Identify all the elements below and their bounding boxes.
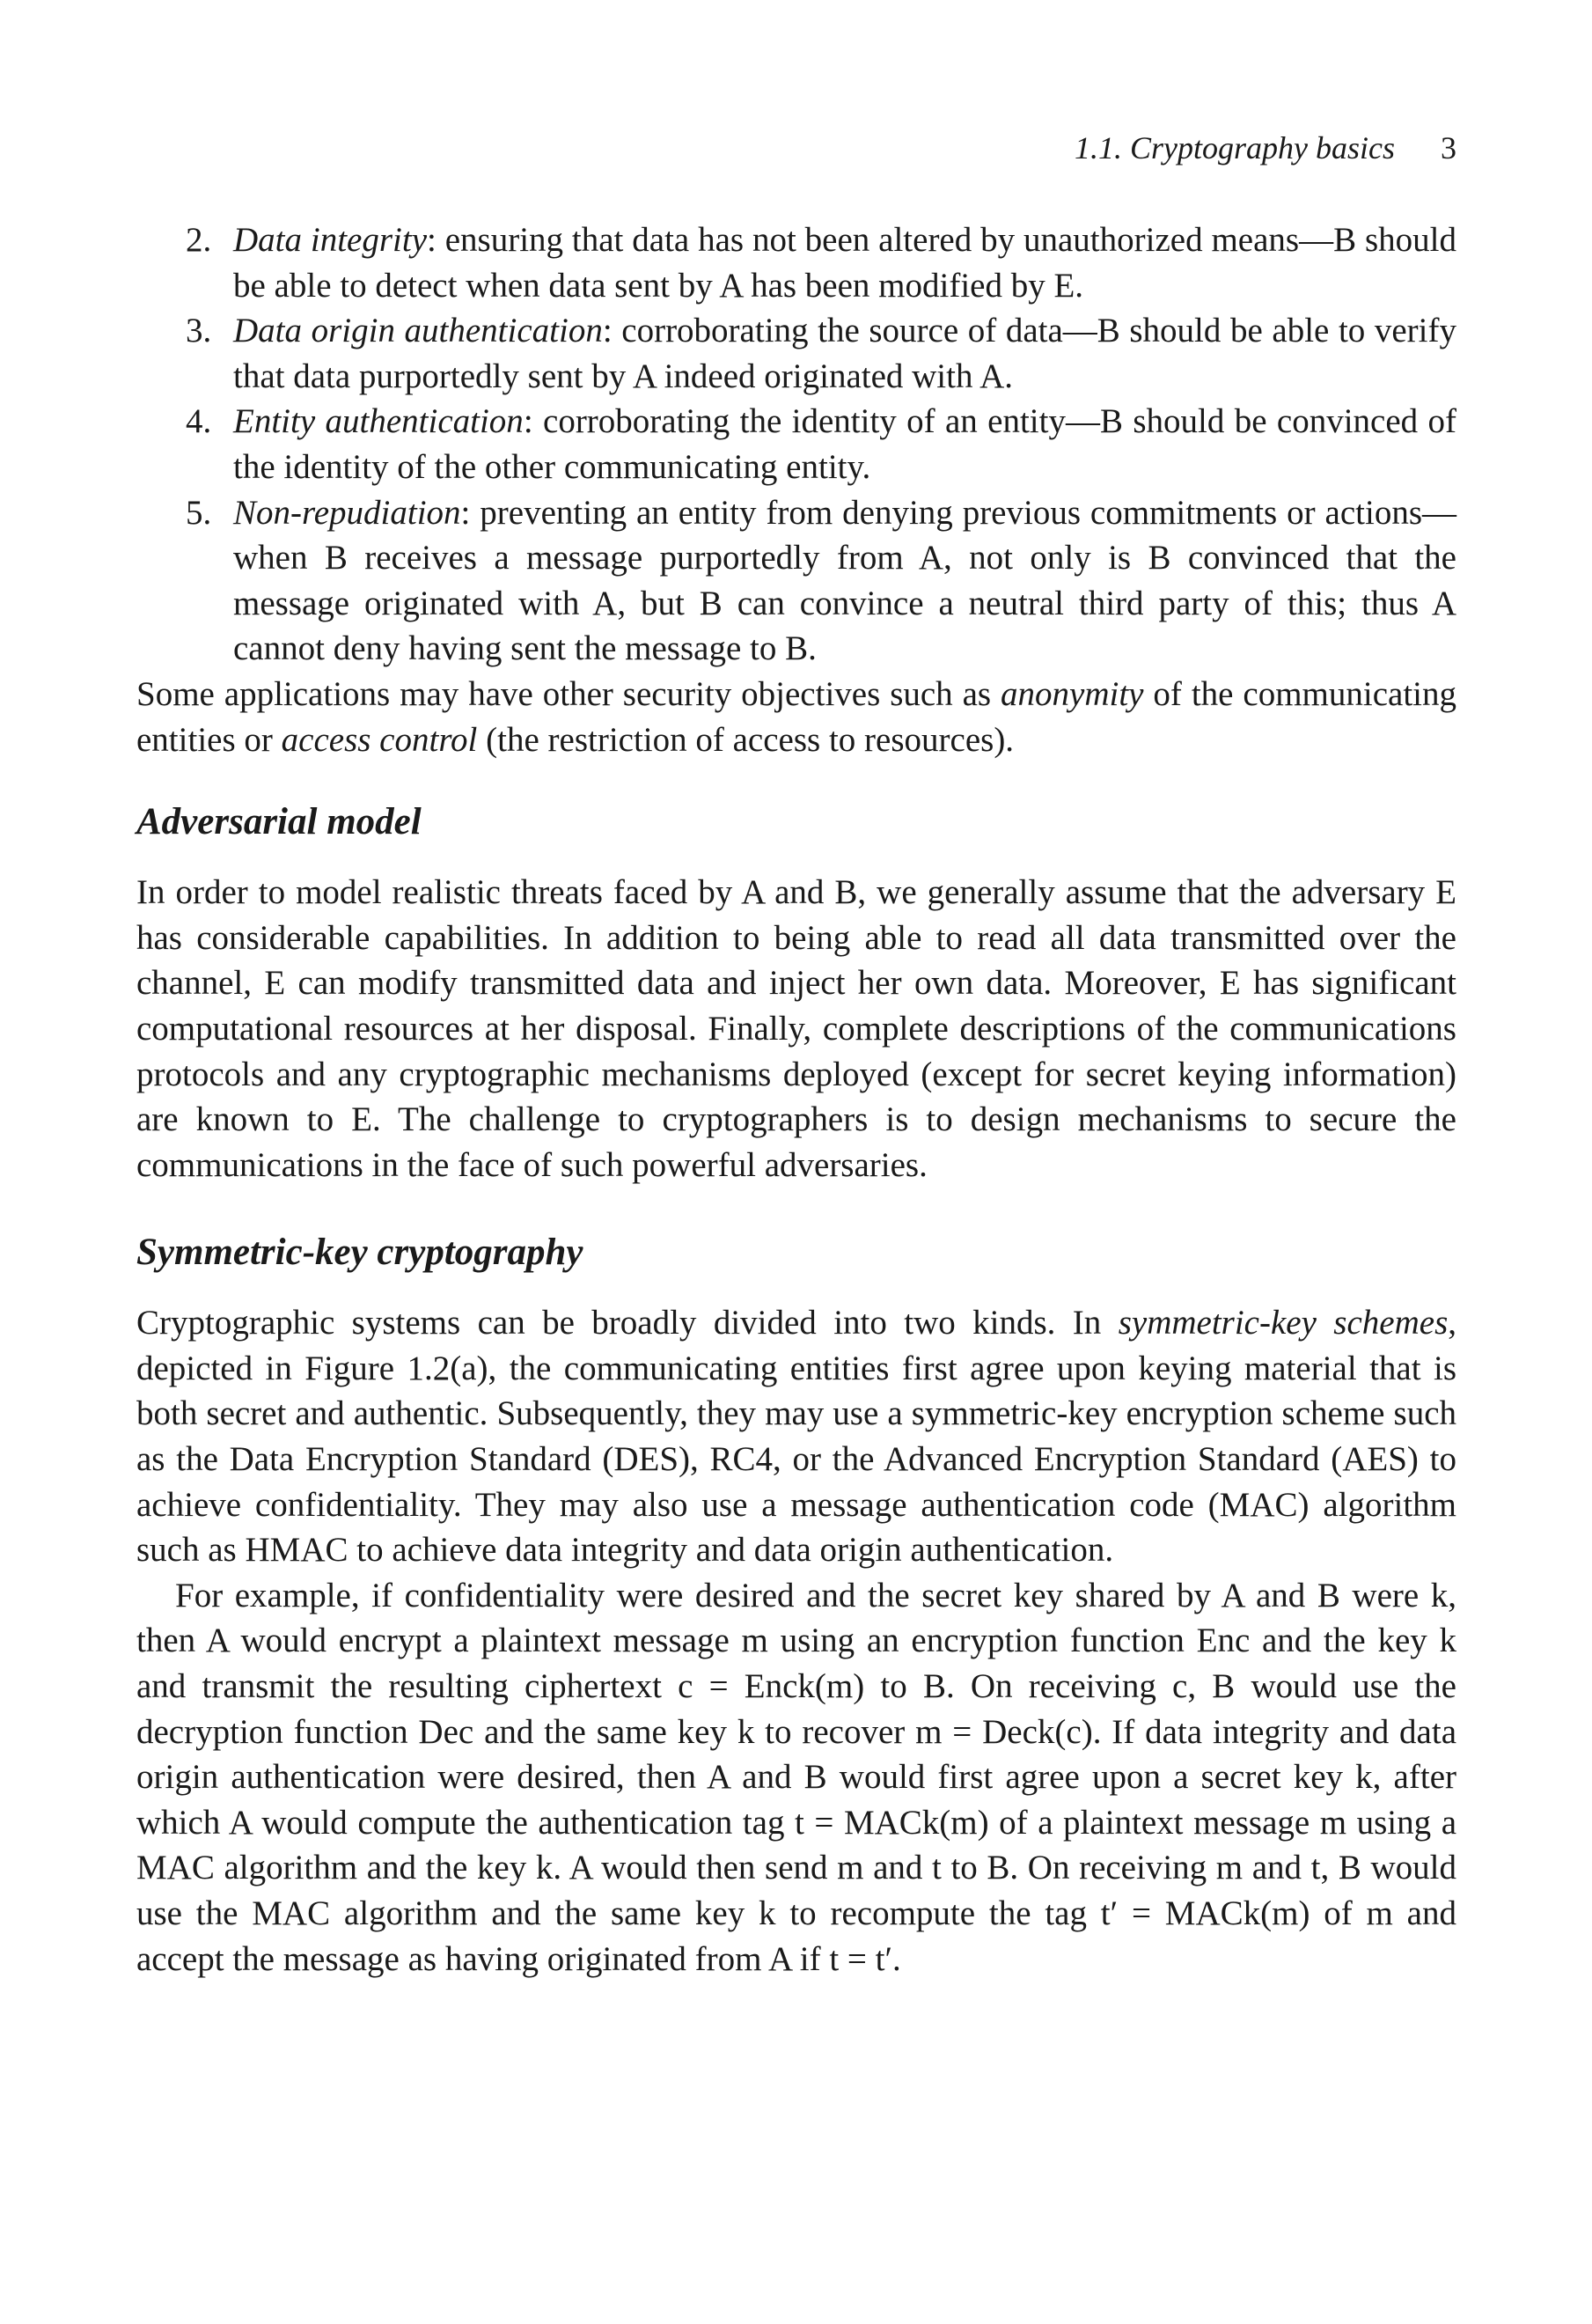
other-objectives-paragraph [136,672,1456,762]
text-run: (the restriction of access to resources). [477,720,1015,759]
symmetric-paragraph-2: For example, if confidentiality were desired and the secret key shared by A and B were k, then A would encrypt a plaintext message m using an encryption function Enc and the key k and transmit the resulting ciphertext c = Enck(m) to B. On receiving c, B would use the decryption function Dec and the same key k to recover m = Deck(c). If data integrity and data origin authentication were desired, then A and B would first agree upon a secret key k, after which A would compute the authentication tag t = MACk(m) of a plaintext message m using a MAC algorithm and the key k. A would then send m and t to B. On receiving m and t, B would use the MAC algorithm and the same key k to recompute the tag t′ = MACk(m) of m and accept the message as having originated from A if t = t′. [136,1576,1456,1978]
heading-symmetric-key: Symmetric-key cryptography [136,1232,583,1274]
item-number: 5. [186,493,212,532]
text-run: , depicted in Figure 1.2(a), the communicating entities first agree upon keying material that is both secret and authentic. Subsequently, they may use a symmetric-key encryption scheme such as the Data Encryption Standard (DES), RC4, or the Advanced Encryption Standard (AES) to achieve confidentiality. They may also use a message authentication code (MAC) algorithm such as HMAC to achieve data integrity and data origin authentication. [136,1304,1456,1570]
text-run: of the communicating entities or [136,674,1456,759]
list-item [186,308,1456,399]
page-body [136,217,1456,1982]
list-item [186,490,1456,672]
item-text: : corroborating the source of data—B should be able to verify that data purportedly sent by A indeed originated with A. [233,312,1456,395]
section-title: 1.1. Cryptography basics [1075,130,1395,165]
item-term: Entity authentication [233,402,524,441]
running-head [1075,129,1456,166]
item-term: Data origin authentication [233,312,603,350]
symmetric-paragraph-1 [136,1300,1456,1573]
item-number: 2. [186,221,212,259]
term-symmetric-key-schemes: symmetric-key schemes [1118,1304,1449,1342]
text-run: Cryptographic systems can be broadly divided into two kinds. In [136,1304,1119,1342]
security-objectives-list [136,217,1456,672]
item-number: 4. [186,402,212,441]
item-number: 3. [186,312,212,350]
term-access-control: access control [281,720,478,759]
item-term: Data integrity [233,221,428,259]
page-number: 3 [1441,130,1456,165]
item-text: : preventing an entity from denying previous commitments or actions—when B receives a message purportedly from A, not only is B convinced that the message originated with A, but B can convince a neutral third party of this; thus A cannot deny having sent the message to B. [233,493,1456,668]
list-item [186,217,1456,308]
term-anonymity: anonymity [1001,674,1144,713]
list-item [186,399,1457,489]
text-run: Some applications may have other security objectives such as [136,674,1001,713]
item-text: : ensuring that data has not been altered by unauthorized means—B should be able to detect when data sent by A has been modified by E. [233,221,1456,305]
heading-adversarial-model: Adversarial model [136,801,422,843]
adversarial-paragraph: In order to model realistic threats faced by A and B, we generally assume that the adversary E has considerable capabilities. In addition to being able to read all data transmitted over the channel, E can modify transmitted data and inject her own data. Moreover, E has significant computational resources at her disposal. Finally, complete descriptions of the communications protocols and any cryptographic mechanisms deployed (except for secret keying information) are known to E. The challenge to cryptographers is to design mechanisms to secure the communications in the face of such powerful adversaries. [136,873,1456,1184]
item-term: Non-repudiation [233,493,461,532]
item-text: : corroborating the identity of an entity—B should be convinced of the identity of the other communicating entity. [233,402,1457,486]
